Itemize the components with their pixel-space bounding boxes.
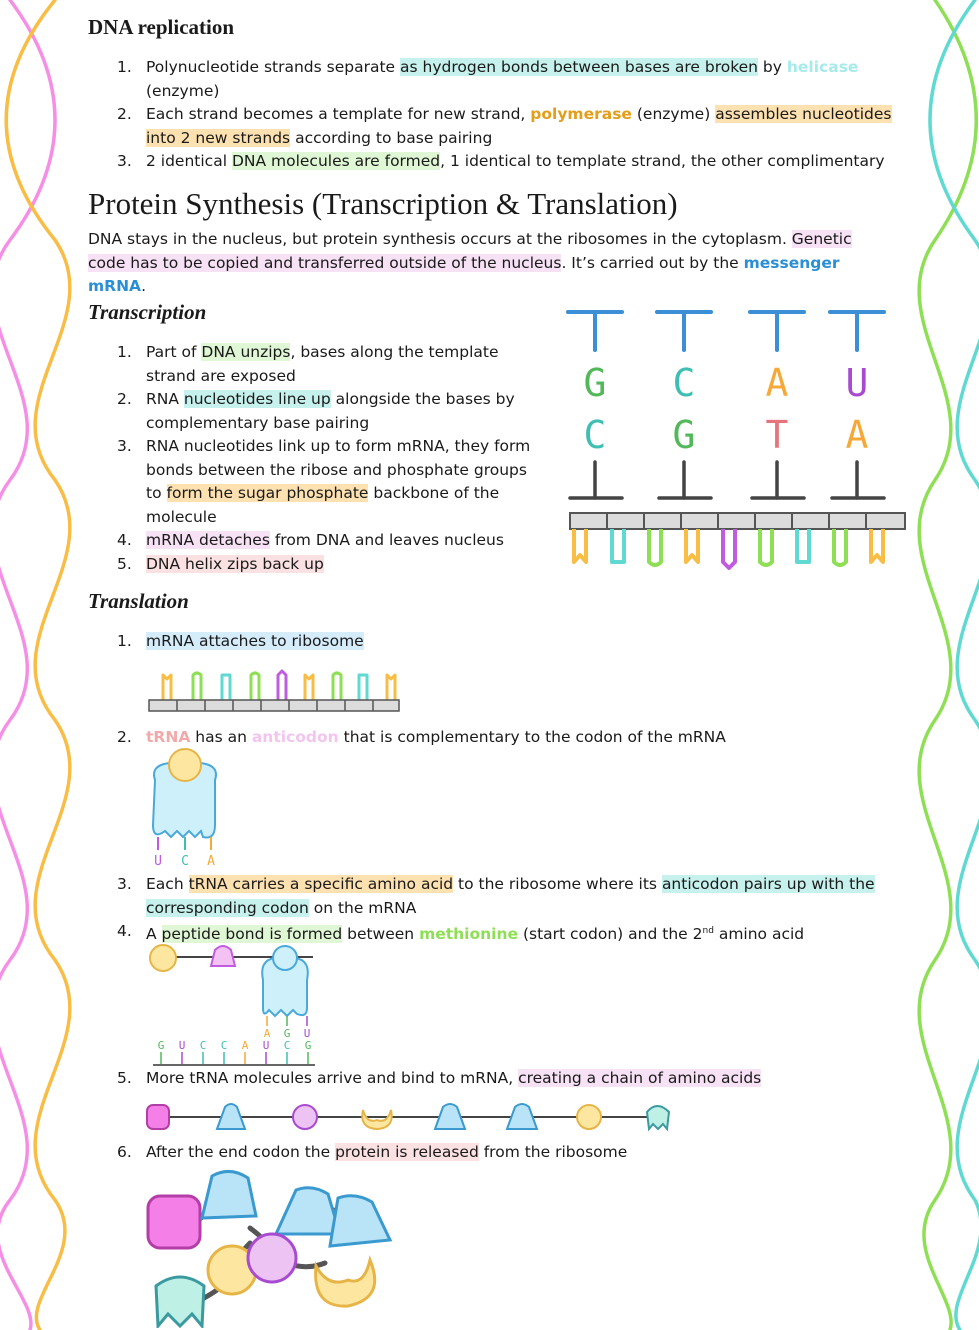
codon-base-label: A: [241, 1039, 249, 1052]
list-item: 2. RNA nucleotides line up alongside the bases by complementary base pairing: [117, 390, 515, 432]
codon-base-label: C: [220, 1039, 228, 1052]
rna-base-label: U: [845, 361, 869, 405]
dna-base-label: T: [765, 413, 789, 457]
codon-base-label: U: [178, 1039, 186, 1052]
keyword-anticodon: anticodon: [251, 728, 339, 746]
transcription-heading: Transcription: [88, 300, 207, 324]
translation-step-1: 1. mRNA attaches to ribosome: [117, 632, 364, 650]
dna-base-label: C: [583, 413, 607, 457]
dna-replication-list: [88, 56, 903, 174]
anticodon-base-label: U: [303, 1027, 311, 1040]
peptide-bond-figure: [145, 940, 320, 1070]
keyword-methionine: methionine: [419, 925, 519, 944]
dna-base-label: G: [672, 413, 696, 457]
right-helix-strand-green: [919, 0, 976, 1330]
list-item: 3. Each tRNA carries a specific amino acid to the ribosome where its anticodon pairs up with the corresponding codon on the mRNA: [117, 875, 875, 917]
anticodon-base-label: C: [181, 854, 189, 869]
protein-synthesis-title: Protein Synthesis (Transcription & Translation): [88, 186, 678, 221]
rna-base-label: G: [583, 361, 607, 405]
keyword-polymerase: polymerase: [530, 105, 632, 123]
mrna-strand-figure: [145, 665, 405, 717]
codon-base-label: G: [304, 1039, 312, 1052]
keyword-messenger-mrna: messenger mRNA: [88, 253, 840, 295]
anticodon-base-label: A: [263, 1027, 271, 1040]
codon-base-label: G: [157, 1039, 165, 1052]
codon-base-label: C: [199, 1039, 207, 1052]
keyword-trna: tRNA: [146, 728, 191, 746]
list-item: 2. Each strand becomes a template for new strand, polymerase (enzyme) assembles nucleotides into 2 new strands according to base pairing: [117, 105, 892, 147]
rna-base-label: A: [765, 361, 789, 405]
transcription-list: [88, 341, 543, 576]
list-item: 1. Part of DNA unzips, bases along the template strand are exposed: [117, 343, 499, 385]
transcription-base-pairing-figure: [560, 300, 915, 580]
trna-figure: [145, 745, 225, 870]
anticodon-base-label: A: [207, 854, 215, 869]
list-item: 5. DNA helix zips back up: [117, 554, 324, 573]
left-helix-strand-orange: [6, 0, 70, 1330]
rna-base-label: C: [672, 361, 696, 405]
keyword-helicase: helicase: [786, 58, 859, 76]
right-helix-strand-teal: [930, 0, 979, 1330]
amino-acid-chain-figure: [145, 1098, 685, 1136]
codon-base-label: C: [283, 1039, 291, 1052]
translation-heading: Translation: [88, 589, 189, 613]
dna-replication-heading: DNA replication: [88, 15, 235, 39]
codon-base-label: U: [262, 1039, 270, 1052]
translation-step-5: 5. More tRNA molecules arrive and bind to mRNA, creating a chain of amino acids: [117, 1069, 762, 1087]
released-protein-figure: [140, 1168, 400, 1328]
anticodon-base-label: U: [154, 854, 162, 869]
list-item: 1. Polynucleotide strands separate as hydrogen bonds between bases are broken by helicase (enzyme): [117, 58, 859, 100]
dna-base-label: A: [845, 413, 869, 457]
list-item: 4. A peptide bond is formed between methionine (start codon) and the 2nd amino acid: [117, 922, 805, 944]
protein-synthesis-intro: DNA stays in the nucleus, but protein synthesis occurs at the ribosomes in the cytoplasm. Genetic code has to be copied and transferred outside of the nucleus. It’s carried out by the messenger mRNA.: [88, 230, 852, 295]
anticodon-base-label: G: [283, 1027, 291, 1040]
list-item: 3. RNA nucleotides link up to form mRNA, they form bonds between the ribose and phosphate groups to form the sugar phosphate backbone of the molecule: [117, 437, 531, 526]
translation-step-6: 6. After the end codon the protein is released from the ribosome: [117, 1143, 628, 1161]
translation-steps-3-4: [88, 873, 903, 947]
list-item: 3. 2 identical DNA molecules are formed, 1 identical to template strand, the other complimentary: [117, 152, 885, 170]
list-item: 4. mRNA detaches from DNA and leaves nucleus: [117, 531, 504, 549]
translation-step-2: 2. tRNA has an anticodon that is complementary to the codon of the mRNA: [117, 728, 726, 746]
